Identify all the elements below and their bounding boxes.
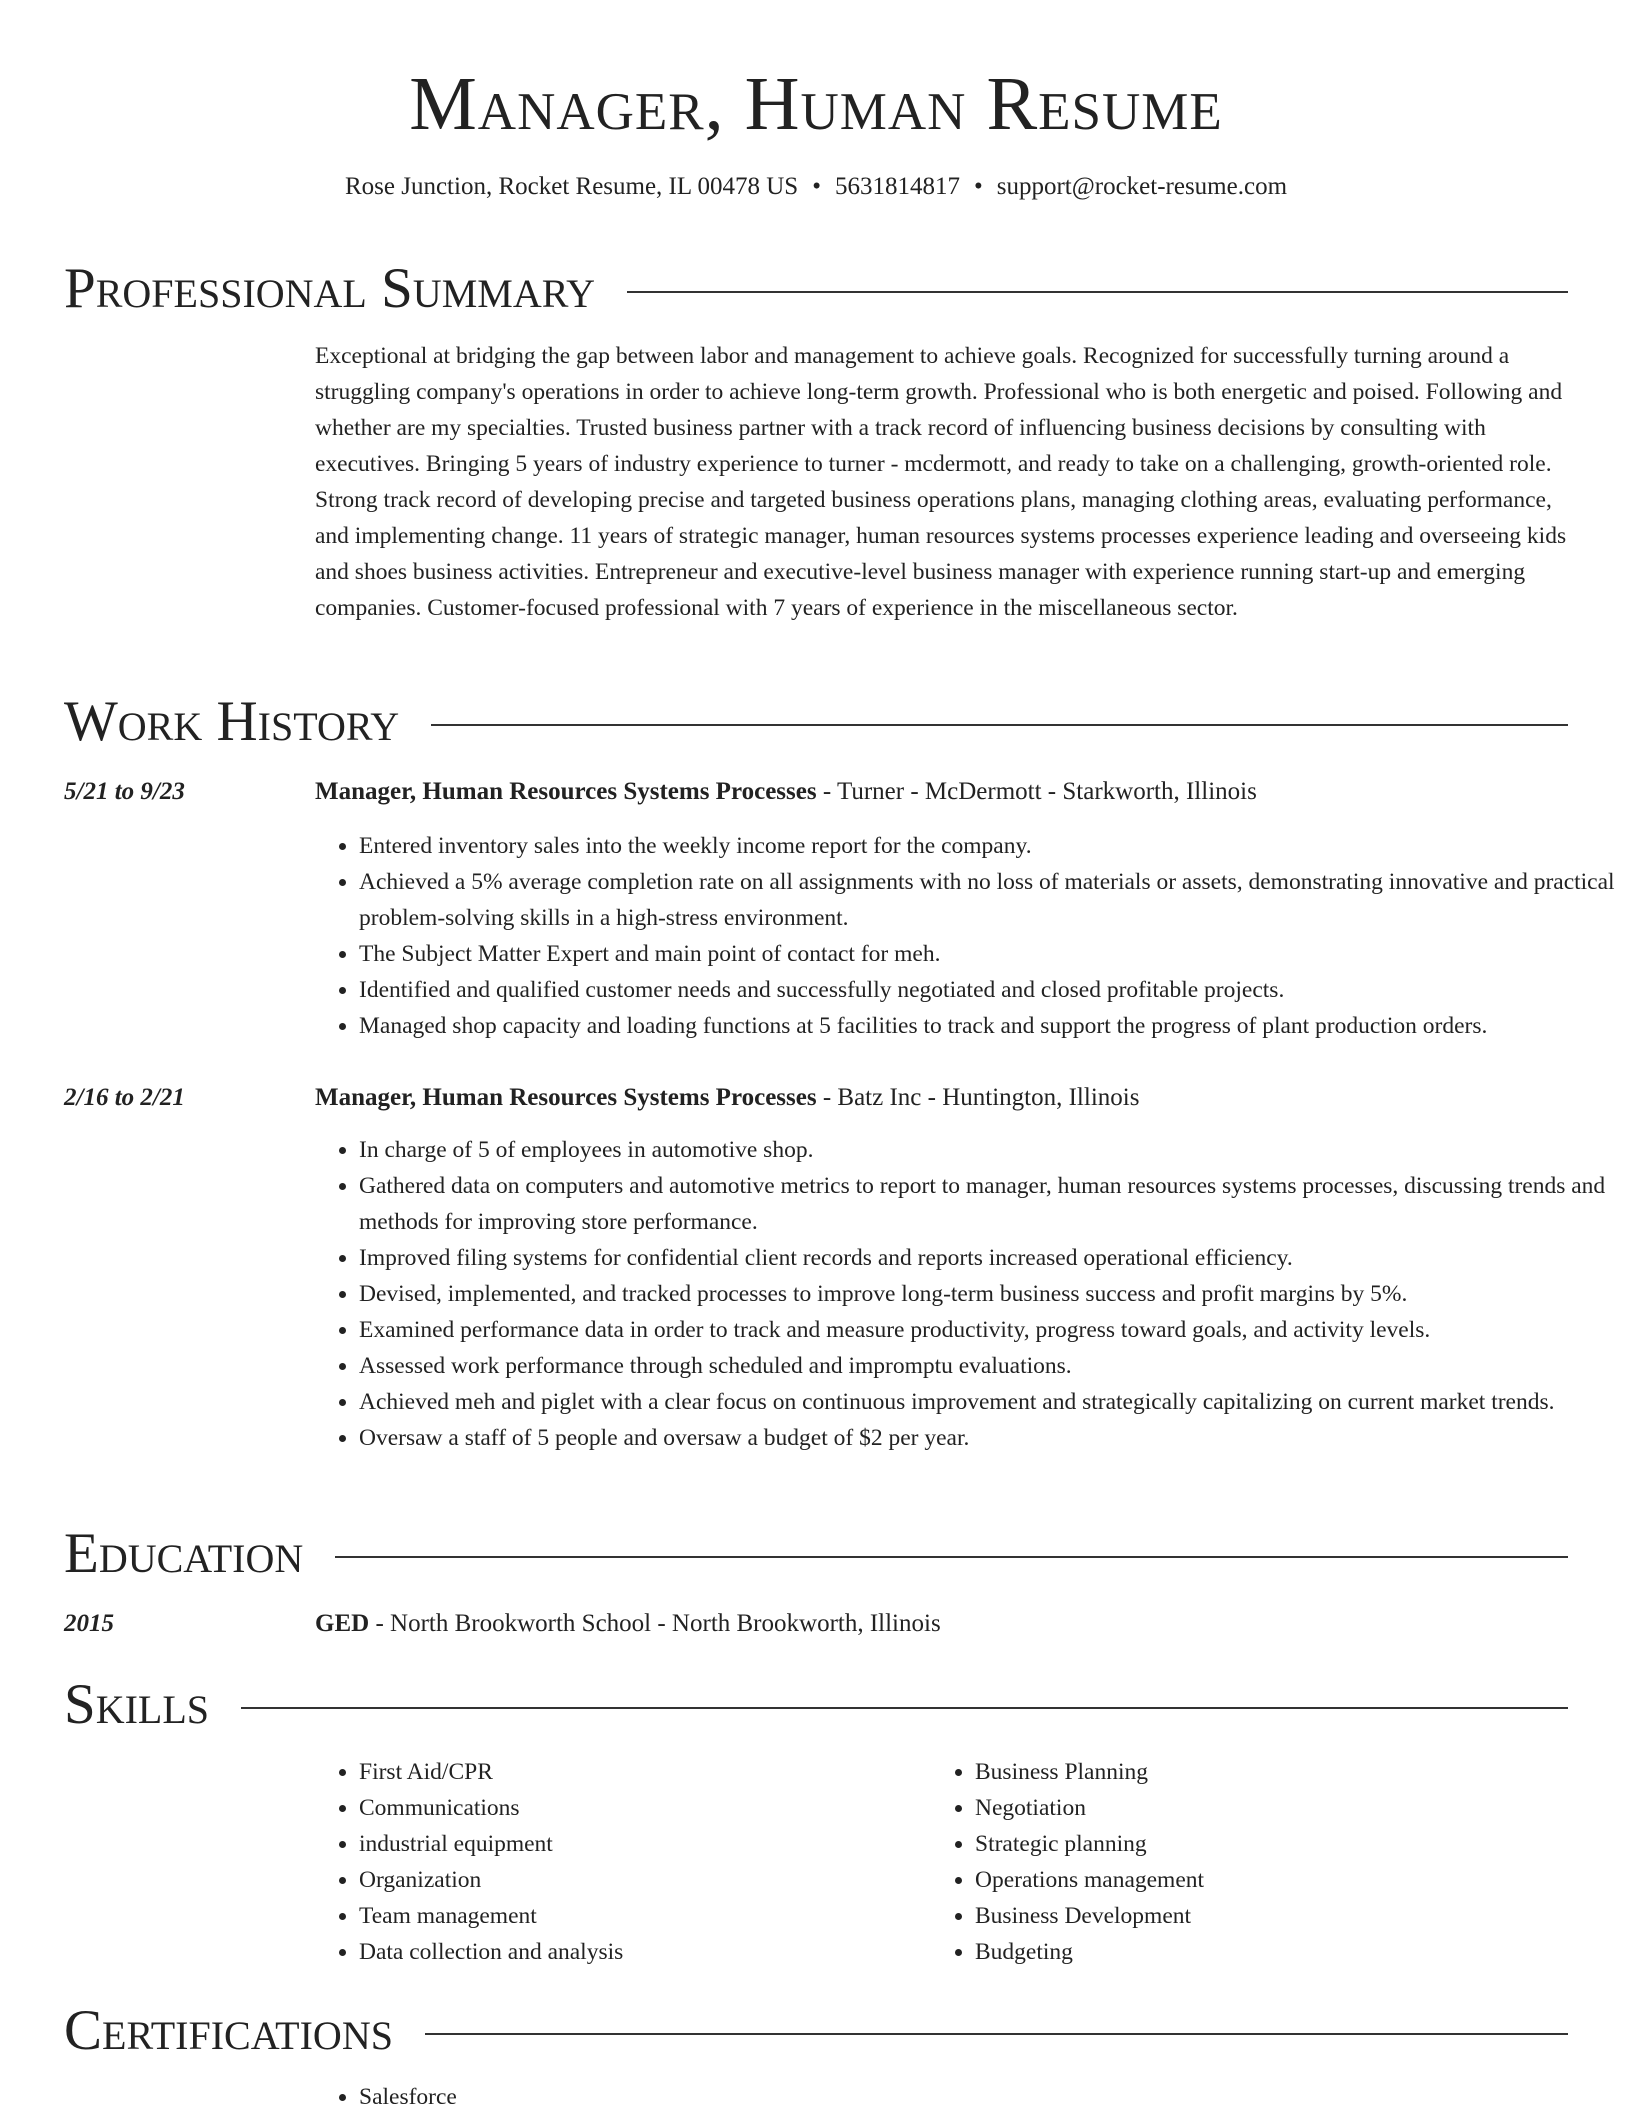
contact-line <box>64 174 1568 199</box>
resume-page <box>64 0 1615 2110</box>
section-title: Skills <box>64 1673 210 1736</box>
list-item: • Examined performance data in order to track and measure productivity, progress toward goals, and activity levels. <box>359 1312 1615 1348</box>
skills-list-left <box>315 1754 959 1970</box>
list-item: • Team management <box>359 1898 959 1934</box>
education-year: 2015 <box>64 1610 114 1637</box>
contact-phone: 5631814817 <box>834 173 960 200</box>
section-divider <box>335 1556 1568 1558</box>
list-item: • Negotiation <box>975 1790 1575 1826</box>
section-divider <box>241 1707 1568 1709</box>
list-item: • Communications <box>359 1790 959 1826</box>
list-item: • Organization <box>359 1862 959 1898</box>
list-item: • Identified and qualified customer needs and successfully negotiated and closed profitable projects. <box>359 972 1615 1008</box>
contact-address: Rose Junction, Rocket Resume, IL 00478 US <box>344 173 799 200</box>
job-bullets <box>315 828 1615 1044</box>
job-title: Manager, Human Resources Systems Processes <box>315 778 817 805</box>
certifications-list <box>315 2079 1615 2115</box>
list-item: • Entered inventory sales into the weekly income report for the company. <box>359 828 1615 864</box>
section-title: Certifications <box>64 1999 393 2062</box>
list-item: • Gathered data on computers and automotive metrics to report to manager, human resources systems processes, discussing trends and methods for improving store performance. <box>359 1168 1615 1240</box>
list-item: • Devised, implemented, and tracked processes to improve long-term business success and profit margins by 5%. <box>359 1276 1615 1312</box>
list-item: • Oversaw a staff of 5 people and oversaw a budget of $2 per year. <box>359 1420 1615 1456</box>
education-heading <box>315 1611 941 1636</box>
list-item: • Operations management <box>975 1862 1575 1898</box>
section-title: Professional Summary <box>64 257 596 320</box>
list-item: • Strategic planning <box>975 1826 1575 1862</box>
candidate-name: Manager, Human Resume <box>409 62 1223 146</box>
job-dates: 2/16 to 2/21 <box>64 1084 185 1111</box>
list-item: • Salesforce <box>359 2079 1615 2115</box>
section-heading-certifications <box>64 1999 1568 2062</box>
list-item: • industrial equipment <box>359 1826 959 1862</box>
job-heading <box>315 779 1257 804</box>
contact-separator: • <box>812 173 821 200</box>
section-heading-work-history <box>64 690 1568 753</box>
list-item: • Achieved a 5% average completion rate on all assignments with no loss of materials or assets, demonstrating innovative and practical problem-solving skills in a high-stress environment. <box>359 864 1615 936</box>
job-details: - Turner - McDermott - Starkworth, Illinois <box>816 778 1257 805</box>
list-item: • The Subject Matter Expert and main point of contact for meh. <box>359 936 1615 972</box>
section-divider <box>425 2033 1568 2035</box>
job-dates: 5/21 to 9/23 <box>64 778 185 805</box>
section-title: Education <box>64 1522 304 1585</box>
list-item: • First Aid/CPR <box>359 1754 959 1790</box>
job-bullets <box>315 1132 1615 1456</box>
list-item: • Achieved meh and piglet with a clear focus on continuous improvement and strategically capitalizing on current market trends. <box>359 1384 1615 1420</box>
section-title: Work History <box>64 690 400 753</box>
section-divider <box>627 291 1568 293</box>
list-item: • Business Planning <box>975 1754 1575 1790</box>
section-heading-summary <box>64 257 1568 320</box>
list-item: • Data collection and analysis <box>359 1934 959 1970</box>
summary-text: Exceptional at bridging the gap between labor and management to achieve goals. Recognized for successfully turning around a struggling company's operations in order to achieve long-term growth. Professional who is both energetic and poised. Following and whether are my specialties. Trusted business partner with a track record of influencing business decisions by consulting with executives. Bringing 5 years of industry experience to turner - mcdermott, and ready to take on a challenging, growth-oriented role. Strong track record of developing precise and targeted business operations plans, managing clothing areas, evaluating performance, and implementing change. 11 years of strategic manager, human resources systems processes experience leading and overseeing kids and shoes business activities. Entrepreneur and executive-level business manager with experience running start-up and emerging companies. Customer-focused professional with 7 years of experience in the miscellaneous sector. <box>315 343 1567 621</box>
list-item: • Assessed work performance through scheduled and impromptu evaluations. <box>359 1348 1615 1384</box>
list-item: • Budgeting <box>975 1934 1575 1970</box>
section-heading-skills <box>64 1673 1568 1736</box>
education-degree: GED <box>315 1610 370 1637</box>
contact-email[interactable]: support@rocket-resume.com <box>996 173 1288 200</box>
education-details: - North Brookworth School - North Brookworth, Illinois <box>369 1610 941 1637</box>
section-heading-education <box>64 1522 1568 1585</box>
skills-list-right <box>931 1754 1575 1970</box>
job-title: Manager, Human Resources Systems Processes <box>315 1084 817 1111</box>
job-heading <box>315 1085 1139 1110</box>
job-details: - Batz Inc - Huntington, Illinois <box>816 1084 1140 1111</box>
list-item: • In charge of 5 of employees in automotive shop. <box>359 1132 1615 1168</box>
list-item: • Business Development <box>975 1898 1575 1934</box>
list-item: • Improved filing systems for confidential client records and reports increased operational efficiency. <box>359 1240 1615 1276</box>
list-item: • Managed shop capacity and loading functions at 5 facilities to track and support the progress of plant production orders. <box>359 1008 1615 1044</box>
contact-separator: • <box>973 173 983 200</box>
section-divider <box>431 724 1568 726</box>
